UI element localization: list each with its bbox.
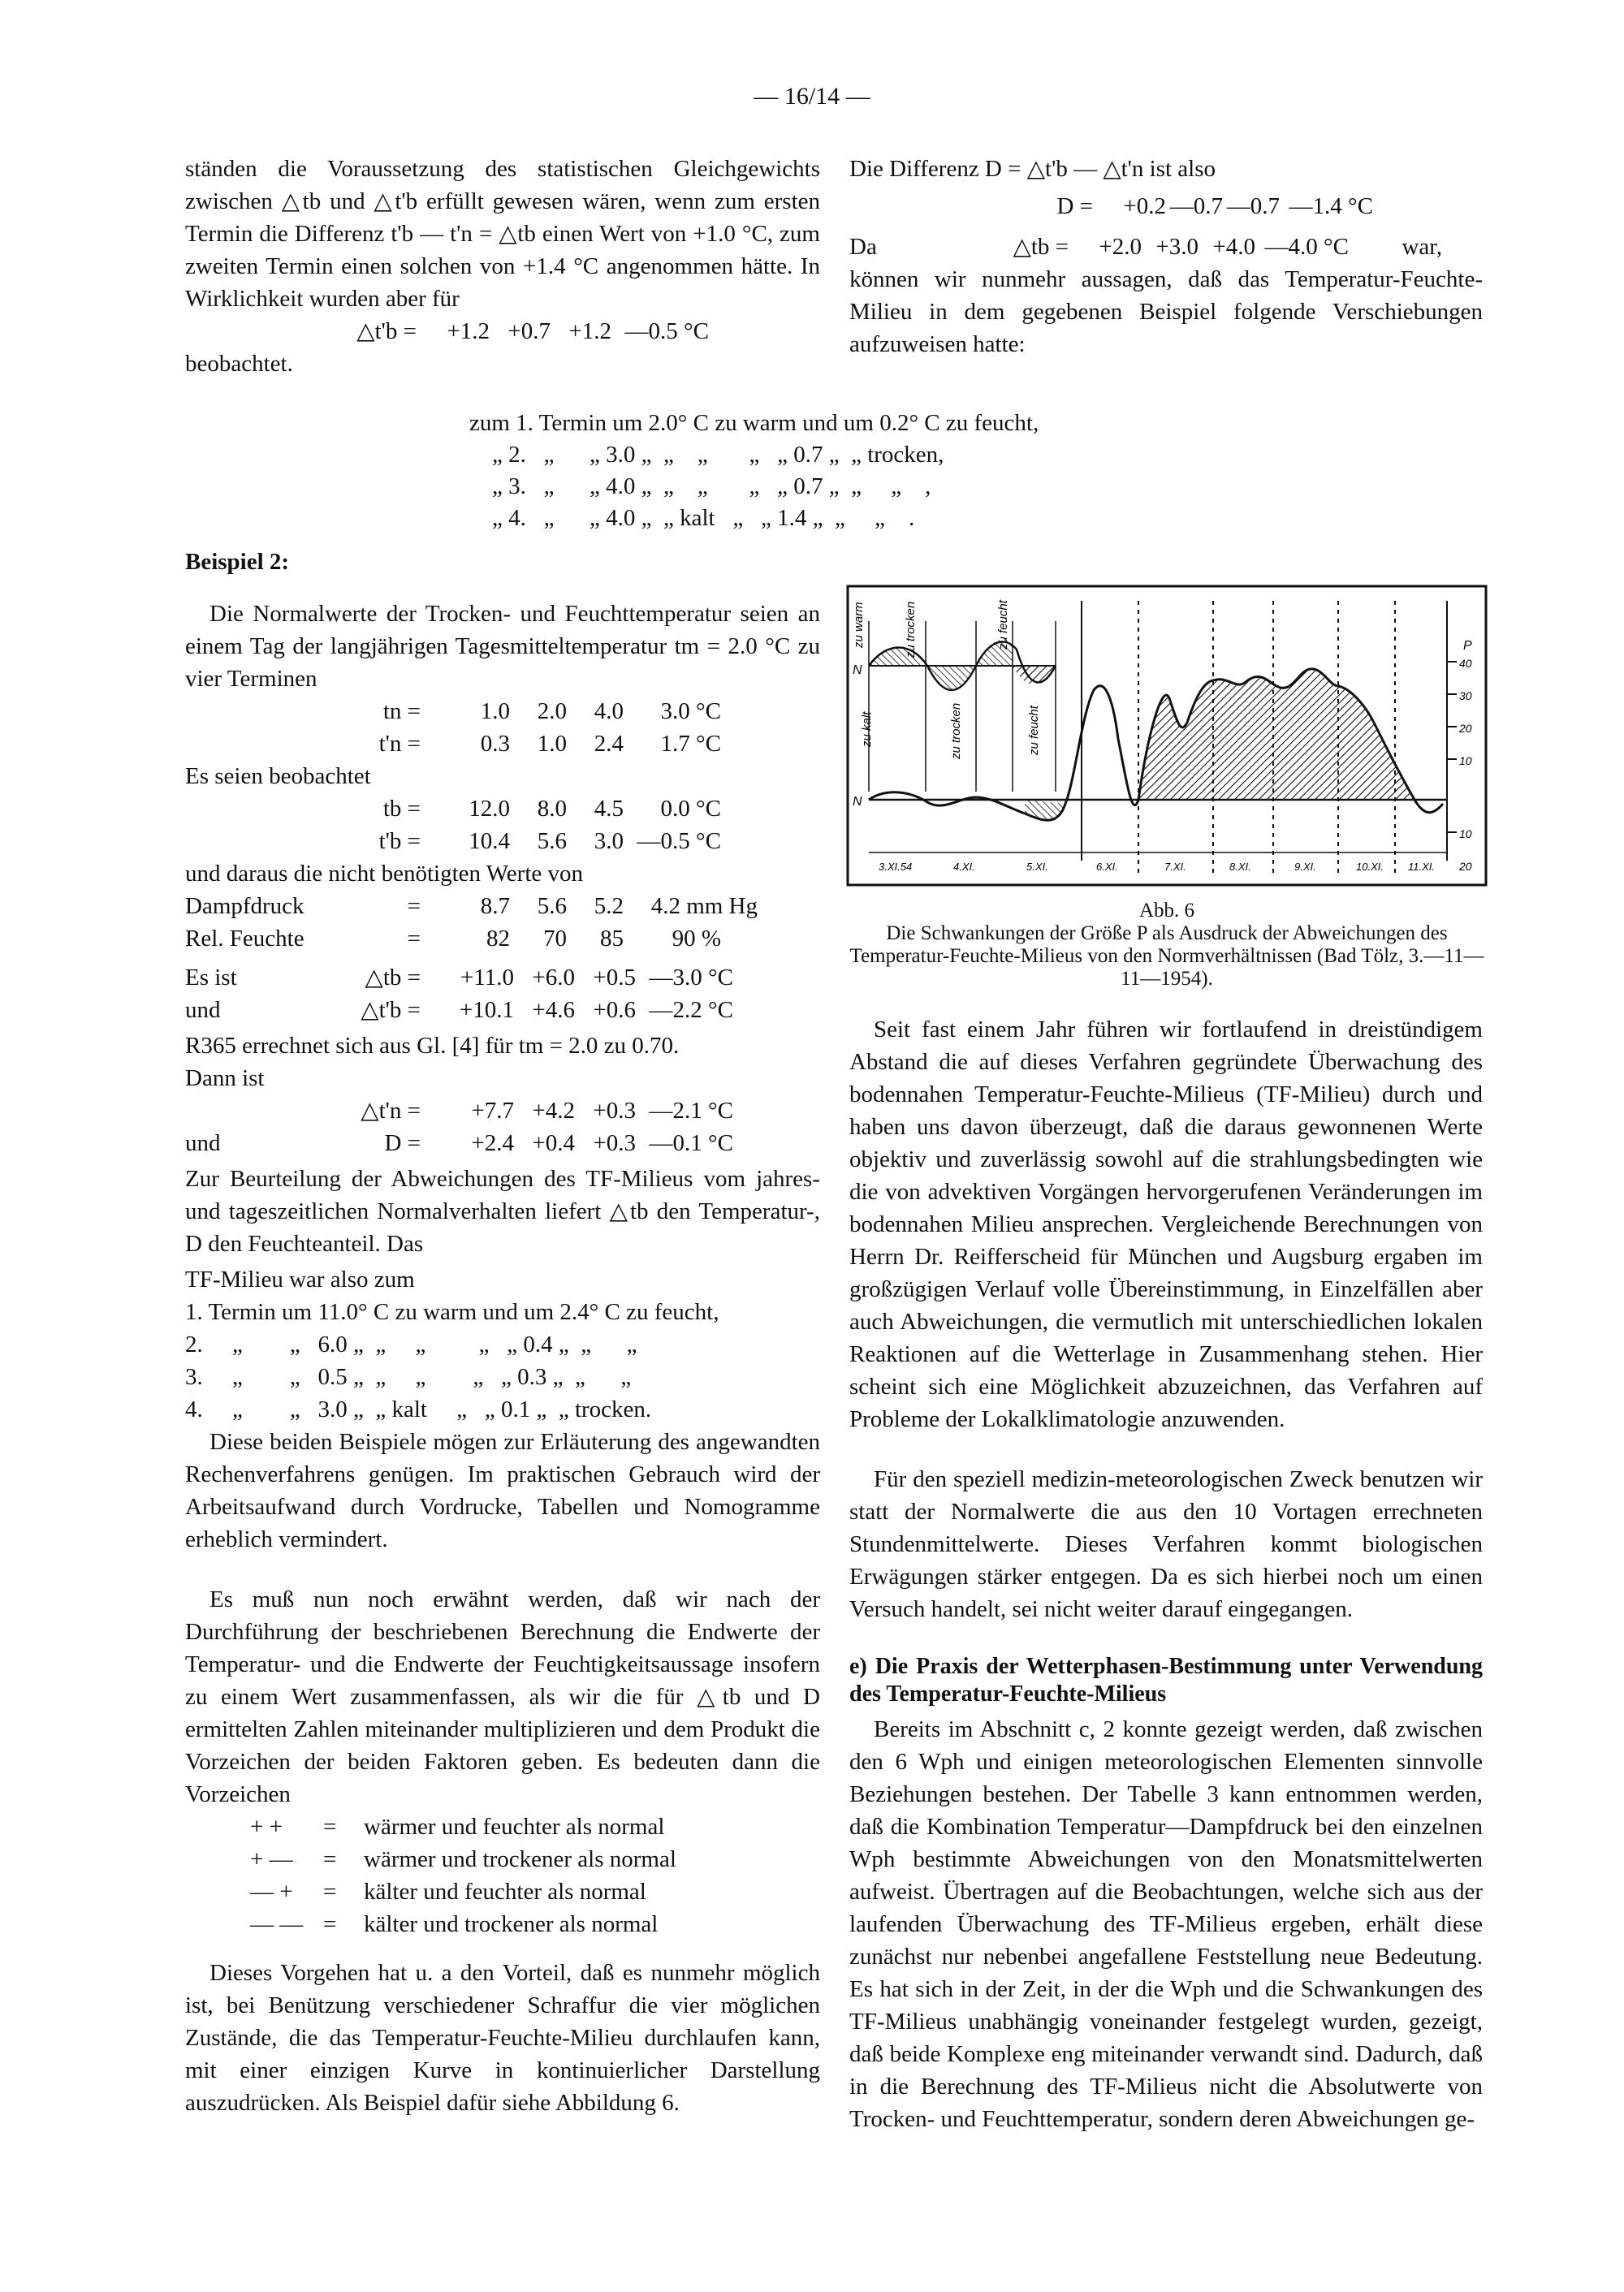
left-top-block — [185, 153, 820, 380]
table-row — [185, 1127, 820, 1159]
fuer-den-text: Für den speziell medizin-meteorologischen Zweck benutzen wir statt der Normalwerte die aus den 10 Vortagen errechneten Stundenmittelwerte. Dieses Verfahren kommt biologischen Erwägungen stärker entgegen. Da es sich hierbei noch um einen Versuch handelt, sei nicht weiter darauf eingegangen. — [849, 1466, 1483, 1622]
figure-graph — [846, 585, 1488, 887]
sign-text: kälter und trockener als normal — [364, 1911, 659, 1937]
y-tick-label: 20 — [1459, 860, 1472, 873]
paragraph-voraussetzung: ständen die Voraussetzung des statistischen Gleichgewichts zwischen △tb und △t'b erfüllt gewesen wären, wenn zum ersten Termin die Differenz t'b — t'n = △tb einen Wert von +1.0 °C, zum zweiten Termin einen solchen von +1.4 °C angenommen hätte. In Wirklichkeit wurden aber für — [185, 156, 820, 312]
row-value: 3.0 — [594, 828, 624, 854]
row-value: 10.4 — [469, 828, 510, 854]
legend-top-label: zu warm — [852, 602, 866, 648]
row-value: 3.0 °C — [660, 698, 721, 724]
eq-value: —0.7 — [1226, 193, 1280, 219]
row-value: 4.2 mm Hg — [650, 893, 758, 919]
row-value: 8.7 — [480, 893, 510, 919]
table-row — [356, 727, 820, 760]
sign-text: wärmer und trockener als normal — [364, 1846, 676, 1872]
beobachtet-label: Es seien beobachtet — [185, 763, 371, 789]
row-value: +0.6 — [593, 997, 636, 1023]
row-value: 4.5 — [594, 796, 624, 822]
table-row — [185, 961, 820, 994]
table-row — [185, 890, 820, 922]
row-label: tn = — [382, 698, 421, 724]
x-tick-label: 10.XI. — [1356, 861, 1384, 873]
legend-bottom-label: zu kalt — [860, 711, 874, 747]
row-value: 8.0 — [537, 796, 567, 822]
row-value: +6.0 — [532, 965, 575, 991]
row-value: 5.6 — [537, 828, 567, 854]
table-row — [185, 922, 820, 955]
eq-value: +1.2 — [447, 318, 490, 344]
row-pre: Es ist — [185, 965, 237, 991]
caption-title: Abb. 6 — [1138, 900, 1195, 922]
dann-ist: Dann ist — [185, 1065, 265, 1091]
eq-label: △tb = — [1013, 234, 1069, 260]
list-item: 1. Termin um 11.0° C zu warm und um 2.4° C zu feucht, — [185, 1299, 719, 1325]
row-value: 4.0 — [594, 698, 624, 724]
row-value: +4.6 — [532, 997, 575, 1023]
sign-text: wärmer und feuchter als normal — [364, 1814, 665, 1840]
x-tick-label: 9.XI. — [1294, 861, 1316, 873]
row-value: +7.7 — [471, 1098, 514, 1124]
y-tick-label: 10 — [1459, 754, 1472, 767]
sign-row: + — = wärmer und trockener als normal — [250, 1843, 820, 1875]
eq-value: +0.2 — [1123, 193, 1166, 219]
row-value: +11.0 — [460, 965, 514, 991]
row-value: —2.1 °C — [649, 1098, 733, 1124]
legend-bottom-label: zu feucht — [1027, 706, 1041, 755]
table-row — [185, 994, 820, 1026]
caption-text: Die Schwankungen der Größe P als Ausdruck der Abweichungen des Temperatur-Feuchte-Milieus von den Normverhältnissen (Bad Tölz, 3.—11—11—1954). — [849, 922, 1484, 990]
row-eq: = — [407, 926, 421, 952]
y-tick-label: 30 — [1459, 689, 1472, 702]
row-value: —0.5 °C — [637, 828, 721, 854]
eq-value: —1.4 °C — [1289, 193, 1373, 219]
row-label: Dampfdruck — [185, 893, 304, 919]
list-item: 3. „ „ 0.5 „ „ „ „ „ 0.3 „ „ „ — [185, 1364, 632, 1390]
x-tick-label: 7.XI. — [1164, 861, 1186, 873]
figure-abb-6 — [846, 585, 1488, 887]
row-value: 90 % — [672, 926, 721, 952]
list-item: „ 2. „ „ 3.0 „ „ „ „ „ 0.7 „ „ trocken, — [492, 442, 944, 468]
row-value: 85 — [600, 926, 624, 952]
x-tick-label: 4.XI. — [953, 861, 975, 873]
eq-value: +3.0 — [1155, 234, 1199, 260]
left-column — [185, 546, 820, 2119]
eq-value: +0.7 — [508, 318, 551, 344]
right-column — [849, 1013, 1483, 2135]
eq-value: —4.0 °C — [1264, 234, 1349, 260]
row-value: 2.4 — [594, 731, 624, 757]
row-pre: und — [185, 997, 221, 1023]
list-item: „ 3. „ „ 4.0 „ „ „ „ „ 0.7 „ „ „ , — [492, 473, 931, 499]
sign: — — — [250, 1911, 304, 1937]
row-value: —0.1 °C — [649, 1130, 733, 1156]
sign: + — — [250, 1846, 293, 1872]
page-number: — 16/14 — — [754, 83, 870, 110]
row-pre: und — [185, 1130, 221, 1156]
row-label: △t'b = — [361, 997, 421, 1023]
row-label: t'n = — [378, 731, 421, 757]
row-value: 1.0 — [480, 698, 510, 724]
da-word: Da — [849, 234, 877, 260]
list-item: zum 1. Termin um 2.0° C zu warm und um 0.2° C zu feucht, — [469, 410, 1039, 436]
n-label: N — [853, 795, 862, 809]
bereits-text: Bereits im Abschnitt c, 2 konnte gezeigt werden, daß zwischen den 6 Wph und einigen meteorologischen Elementen sinnvolle Beziehungen bestehen. Der Tabelle 3 kann entnommen werden, daß die Kombination Temperatur—Dampfdruck bei den einzelnen Wph bestimmte Abweichungen von den Monatsmittelwerten aufweist. Übertragen auf die Beobachtungen, welche sich aus der laufenden Überwachung des TF-Milieus ergeben, erhält diese zunächst nur nebenbei angefallene Feststellung neue Bedeutung. Es hat sich in der Zeit, in der die Wph und die Schwankungen des TF-Milieus unabhängig voneinander festgelegt wurden, gezeigt, daß beide Komplexe eng miteinander verwandt sind. Dadurch, daß in die Berechnung des TF-Milieus nicht die Absolutwerte von Trocken- und Feuchttemperatur, sondern deren Abweichungen ge- — [849, 1716, 1483, 2132]
sign-row: + + = wärmer und feuchter als normal — [250, 1811, 820, 1843]
x-tick-label: 11.XI. — [1408, 861, 1436, 873]
figure-caption — [846, 900, 1488, 991]
table-row — [356, 695, 820, 727]
row-value: +0.3 — [593, 1098, 636, 1124]
eq-value: +2.0 — [1099, 234, 1142, 260]
eq-value: +1.2 — [568, 318, 611, 344]
list-item: „ 4. „ „ 4.0 „ „ kalt „ „ 1.4 „ „ „ . — [492, 505, 915, 531]
x-tick-label: 8.XI. — [1229, 861, 1251, 873]
row-value: 12.0 — [469, 796, 510, 822]
r365-text: R365 errechnet sich aus Gl. [4] für tm = 2.0 zu 0.70. — [185, 1033, 680, 1059]
daraus-text: und daraus die nicht benötigten Werte von — [185, 861, 583, 887]
y-tick-label: 10 — [1459, 827, 1472, 840]
paragraph-koennen: können wir nunmehr aussagen, daß das Temperatur-Feuchte-Milieu in dem gegebenen Beispiel folgende Verschiebungen aufzuweisen hatte: — [849, 266, 1483, 357]
right-top-block — [849, 153, 1483, 360]
eq-value: —0.5 °C — [624, 318, 709, 344]
equation-delta-tb-prime — [335, 315, 820, 347]
eq-label: D = — [1056, 193, 1093, 219]
row-value: +10.1 — [459, 997, 514, 1023]
sign-row: — + = kälter und feuchter als normal — [250, 1875, 820, 1908]
section-e-heading: e) Die Praxis der Wetterphasen-Bestimmung unter Verwendung des Temperatur-Feuchte-Milieus — [849, 1654, 1483, 1707]
table-row — [185, 1094, 820, 1127]
list-item: 2. „ „ 6.0 „ „ „ „ „ 0.4 „ „ „ — [185, 1332, 637, 1358]
row-label: △t'n = — [361, 1098, 421, 1124]
sign: — + — [250, 1879, 293, 1905]
seit-fast-text: Seit fast einem Jahr führen wir fortlaufend in dreistündigem Abstand die auf dieses Verfahren gegründete Überwachung des bodennahen Temperatur-Feuchte-Milieus (TF-Milieu) durch und haben uns davon überzeugt, daß die daraus gewonnenen Werte objektiv und zuverlässig sowohl auf die strahlungsbedingten wie die von advektiven Vorgängen hervorgerufenen Veränderungen im bodennahen Milieu ansprechen. Vergleichende Berechnungen von Herrn Dr. Reifferscheid für München und Augsburg ergaben im großzügigen Verlauf volle Übereinstimmung, in Einzelfällen aber auch Abweichungen, die vermutlich mit unterschiedlichen lokalen Reaktionen auf die Wetterlage in Zusammenhang stehen. Hier scheint sich eine Möglichkeit abzuzeichnen, das Verfahren auf Probleme der Lokalklimatologie anzuwenden. — [849, 1017, 1483, 1432]
table-row — [356, 792, 820, 825]
legend-bottom-label: zu trocken — [949, 702, 963, 759]
row-label: D = — [384, 1130, 421, 1156]
row-value: 0.0 °C — [660, 796, 721, 822]
eq-value: +4.0 — [1212, 234, 1255, 260]
row-label: tb = — [382, 796, 421, 822]
row-label: △tb = — [365, 965, 421, 991]
row-value: —2.2 °C — [649, 997, 733, 1023]
x-tick-label: 3.XI.54 — [879, 861, 913, 873]
differenz-intro: Die Differenz D = △t'b — △t'n ist also — [849, 156, 1216, 182]
eq-value: —0.7 — [1169, 193, 1223, 219]
legend-top-label: zu trocken — [904, 601, 918, 658]
y-tick-label: 20 — [1459, 722, 1472, 735]
equation-da — [849, 231, 1483, 263]
x-tick-label: 5.XI. — [1026, 861, 1048, 873]
row-value: 70 — [543, 926, 567, 952]
row-value: +0.3 — [593, 1130, 636, 1156]
beobachtet-text: beobachtet. — [185, 351, 293, 377]
diese-beiden-text: Diese beiden Beispiele mögen zur Erläuterung des angewandten Rechenverfahrens genügen. Im praktischen Gebrauch wird der Arbeitsaufwand durch Vordrucke, Tabellen und Nomogramme erheblich vermindert. — [185, 1429, 820, 1552]
legend-top-label: zu feucht — [996, 600, 1010, 650]
row-value: +0.5 — [593, 965, 636, 991]
row-value: +0.4 — [532, 1130, 575, 1156]
war-word: war, — [1402, 234, 1442, 260]
list-item: 4. „ „ 3.0 „ „ kalt „ „ 0.1 „ „ trocken. — [185, 1396, 652, 1422]
es-muss-text: Es muß nun noch erwähnt werden, daß wir nach der Durchführung der beschriebenen Berechnung die Endwerte der Temperatur- und die Endwerte der Feuchtigkeitsaussage insofern zu einem Wert zusammenfassen, als wir die für △tb und D ermittelten Zahlen miteinander multiplizieren und dem Produkt die Vorzeichen der beiden Faktoren geben. Es bedeuten dann die Vorzeichen — [185, 1586, 820, 1807]
table-row — [356, 825, 820, 857]
vorgehen-text: Dieses Vorgehen hat u. a den Vorteil, daß es nunmehr möglich ist, bei Benützung verschiedener Schraffur die vier möglichen Zustände, die das Temperatur-Feuchte-Milieu durchlaufen kann, mit einer einzigen Kurve in kontinuierlicher Darstellung auszudrücken. Als Beispiel dafür siehe Abbildung 6. — [185, 1960, 820, 2116]
y-tick-label: 40 — [1459, 657, 1472, 670]
row-value: 0.3 — [480, 731, 510, 757]
x-tick-label: 6.XI. — [1096, 861, 1118, 873]
row-eq: = — [407, 893, 421, 919]
row-value: 1.0 — [537, 731, 567, 757]
sign: + + — [250, 1814, 283, 1840]
row-value: +2.4 — [471, 1130, 514, 1156]
row-value: —3.0 °C — [649, 965, 733, 991]
row-label: Rel. Feuchte — [185, 926, 304, 952]
n-label: N — [853, 663, 862, 677]
row-value: 5.6 — [537, 893, 567, 919]
sign-row: — — = kälter und trockener als normal — [250, 1908, 820, 1940]
eq-label: △t'b = — [356, 318, 417, 344]
beispiel-heading: Beispiel 2: — [185, 549, 290, 575]
p-axis-label: P — [1463, 639, 1472, 653]
sign-table — [250, 1811, 820, 1940]
row-value: 2.0 — [537, 698, 567, 724]
beurteilung-text: Zur Beurteilung der Abweichungen des TF-Milieus vom jahres- und tageszeitlichen Normalverhalten liefert △tb den Temperatur-, D den Feuchteanteil. Das — [185, 1166, 820, 1257]
tf-war: TF-Milieu war also zum — [185, 1267, 415, 1293]
sign-text: kälter und feuchter als normal — [364, 1879, 646, 1905]
row-value: 1.7 °C — [660, 731, 721, 757]
beispiel-intro: Die Normalwerte der Trocken- und Feuchttemperatur seien an einem Tag der langjährigen Tagesmitteltemperatur tm = 2.0 °C zu vier Terminen — [185, 601, 820, 692]
row-value: 5.2 — [594, 893, 624, 919]
equation-d — [1028, 190, 1483, 222]
center-list — [469, 408, 1200, 534]
row-value: 82 — [486, 926, 510, 952]
row-value: +4.2 — [532, 1098, 575, 1124]
row-label: t'b = — [378, 828, 421, 854]
